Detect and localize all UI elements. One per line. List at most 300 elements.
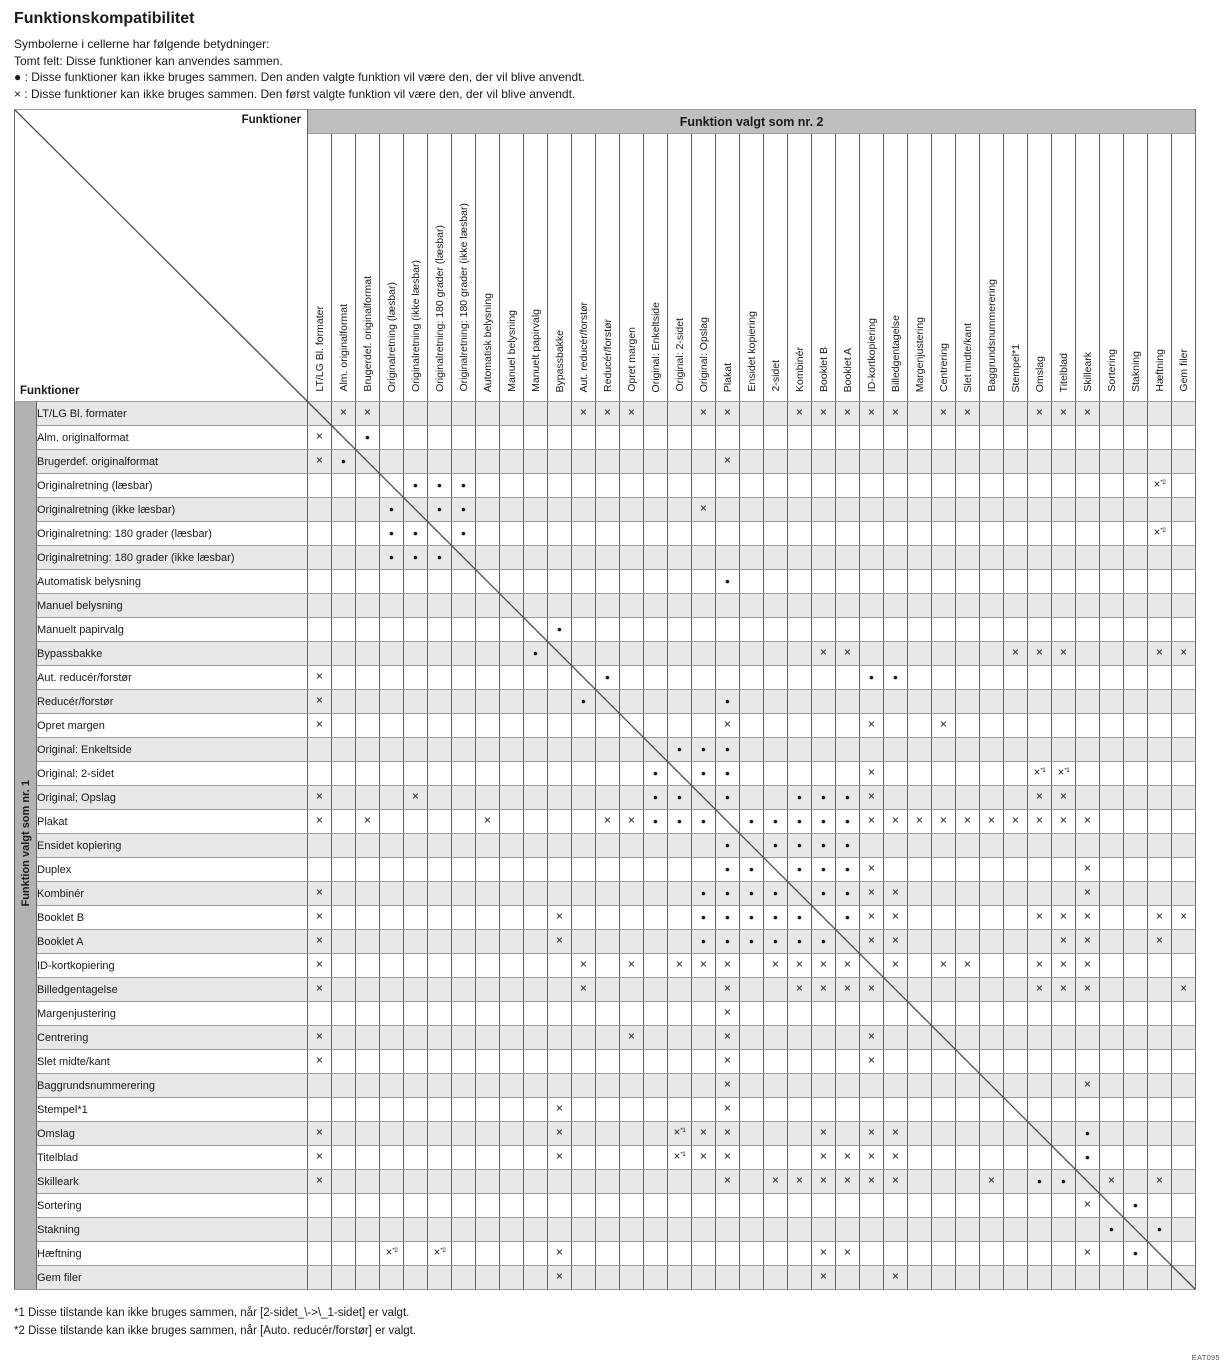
matrix-cell: [452, 1002, 476, 1026]
dot-mark: ●: [724, 936, 731, 946]
matrix-cell: [572, 570, 596, 594]
footnote-ref: *2: [392, 1246, 398, 1254]
matrix-cell: [404, 474, 428, 498]
matrix-cell: [668, 690, 692, 714]
x-mark: ×: [1060, 647, 1067, 659]
matrix-cell: [356, 882, 380, 906]
dot-mark: ●: [844, 840, 851, 850]
matrix-cell: [1172, 1242, 1196, 1266]
matrix-cell: [524, 1242, 548, 1266]
matrix-cell: [620, 426, 644, 450]
matrix-cell: [332, 1050, 356, 1074]
matrix-cell: [1100, 690, 1124, 714]
matrix-cell: [356, 690, 380, 714]
matrix-cell: [476, 762, 500, 786]
matrix-cell: [668, 642, 692, 666]
matrix-cell: [1148, 426, 1172, 450]
matrix-cell: [836, 1050, 860, 1074]
matrix-cell: [308, 666, 332, 690]
matrix-cell: [572, 642, 596, 666]
matrix-cell: [908, 666, 932, 690]
matrix-cell: [1148, 1218, 1172, 1242]
column-header-2: [332, 134, 356, 402]
matrix-cell: [572, 450, 596, 474]
matrix-cell: [620, 1050, 644, 1074]
matrix-cell: [476, 1146, 500, 1170]
matrix-cell: [668, 522, 692, 546]
x-mark-x1: ×$^{*1}$: [673, 1150, 686, 1163]
matrix-cell: [884, 882, 908, 906]
matrix-cell: [764, 1146, 788, 1170]
x-mark: ×: [1084, 863, 1091, 875]
matrix-cell: [332, 882, 356, 906]
matrix-cell: [788, 498, 812, 522]
x-mark-x2: ×$^{*2}$: [1153, 478, 1166, 491]
x-mark: ×: [820, 983, 827, 995]
matrix-cell: [356, 1218, 380, 1242]
matrix-cell: [548, 882, 572, 906]
matrix-cell: [404, 1146, 428, 1170]
matrix-cell: [644, 1194, 668, 1218]
column-header-37: [1172, 134, 1196, 402]
matrix-cell: [836, 474, 860, 498]
matrix-cell: [1172, 762, 1196, 786]
matrix-cell: [836, 1098, 860, 1122]
x-mark-x1: ×$^{*1}$: [1033, 766, 1046, 779]
x-mark: ×: [940, 959, 947, 971]
matrix-cell: [476, 1218, 500, 1242]
matrix-cell: [812, 426, 836, 450]
matrix-cell: [932, 666, 956, 690]
matrix-cell: [1124, 1122, 1148, 1146]
dot-mark: ●: [772, 936, 779, 946]
matrix-cell: [860, 690, 884, 714]
matrix-cell: [404, 834, 428, 858]
matrix-cell: [956, 522, 980, 546]
matrix-cell: [548, 930, 572, 954]
matrix-cell: [1052, 714, 1076, 738]
matrix-cell: [1148, 786, 1172, 810]
matrix-cell: [644, 834, 668, 858]
matrix-cell: [332, 1146, 356, 1170]
matrix-cell: [644, 762, 668, 786]
matrix-cell: [1172, 1098, 1196, 1122]
matrix-cell: [644, 906, 668, 930]
matrix-cell: [740, 858, 764, 882]
x-mark: ×: [940, 719, 947, 731]
matrix-cell: [1172, 906, 1196, 930]
matrix-cell: [548, 762, 572, 786]
matrix-cell: [452, 642, 476, 666]
dot-mark: ●: [772, 840, 779, 850]
matrix-cell: [644, 546, 668, 570]
matrix-cell: [572, 906, 596, 930]
matrix-cell: [884, 1242, 908, 1266]
matrix-cell: [980, 426, 1004, 450]
matrix-cell: [764, 1266, 788, 1290]
matrix-cell: [1004, 570, 1028, 594]
matrix-cell: [500, 570, 524, 594]
matrix-cell: [380, 810, 404, 834]
matrix-cell: [860, 1002, 884, 1026]
matrix-cell: [860, 1074, 884, 1098]
matrix-cell: [692, 882, 716, 906]
x-mark: ×: [316, 815, 323, 827]
matrix-cell: [644, 1050, 668, 1074]
matrix-cell: [692, 690, 716, 714]
matrix-cell: [812, 714, 836, 738]
matrix-cell: [716, 978, 740, 1002]
matrix-cell: [572, 1146, 596, 1170]
matrix-cell: [572, 1170, 596, 1194]
matrix-cell: [1052, 834, 1076, 858]
matrix-cell: [716, 1194, 740, 1218]
matrix-cell: [332, 1170, 356, 1194]
matrix-cell: [548, 1170, 572, 1194]
matrix-cell: [1076, 618, 1100, 642]
x-mark: ×: [892, 959, 899, 971]
matrix-cell: [596, 1266, 620, 1290]
matrix-cell: [404, 810, 428, 834]
matrix-cell: [1052, 930, 1076, 954]
matrix-cell: [932, 762, 956, 786]
matrix-cell: [524, 1002, 548, 1026]
dot-mark: ●: [796, 912, 803, 922]
matrix-cell: [692, 738, 716, 762]
matrix-cell: [1052, 1002, 1076, 1026]
matrix-cell: [788, 666, 812, 690]
matrix-cell: [956, 858, 980, 882]
matrix-cell: [548, 666, 572, 690]
matrix-cell: [308, 450, 332, 474]
matrix-cell: [1124, 690, 1148, 714]
matrix-cell: [860, 1098, 884, 1122]
matrix-cell: [452, 1242, 476, 1266]
matrix-cell: [1124, 1170, 1148, 1194]
table-row: [15, 1194, 1196, 1218]
matrix-cell: [668, 930, 692, 954]
matrix-cell: [620, 786, 644, 810]
matrix-cell: [764, 786, 788, 810]
matrix-cell: [764, 1050, 788, 1074]
matrix-cell: [1076, 978, 1100, 1002]
matrix-cell: [1148, 954, 1172, 978]
matrix-cell: [1004, 474, 1028, 498]
matrix-cell: [836, 1242, 860, 1266]
x-mark: ×: [556, 1247, 563, 1259]
matrix-cell: [644, 666, 668, 690]
matrix-cell: [956, 690, 980, 714]
matrix-cell: [932, 930, 956, 954]
x-mark: ×: [844, 647, 851, 659]
matrix-cell: [788, 858, 812, 882]
matrix-cell: [596, 546, 620, 570]
dot-mark: ●: [412, 528, 419, 538]
matrix-cell: [548, 1194, 572, 1218]
matrix-cell: [644, 1002, 668, 1026]
x-mark: ×: [580, 959, 587, 971]
matrix-cell: [356, 498, 380, 522]
matrix-cell: [932, 426, 956, 450]
matrix-cell: [740, 1098, 764, 1122]
matrix-cell: [1172, 1266, 1196, 1290]
matrix-cell: [1004, 1002, 1028, 1026]
matrix-cell: [1076, 786, 1100, 810]
dot-mark: ●: [748, 936, 755, 946]
table-row: [15, 810, 1196, 834]
matrix-cell: [836, 954, 860, 978]
column-header-33: [1076, 134, 1100, 402]
matrix-cell: [1052, 1122, 1076, 1146]
matrix-cell: [716, 498, 740, 522]
matrix-cell: [740, 1194, 764, 1218]
matrix-cell: [596, 906, 620, 930]
matrix-cell: [428, 666, 452, 690]
column-header-label: ID-kortkopiering: [865, 317, 878, 392]
matrix-cell: [1148, 690, 1172, 714]
matrix-cell: [788, 1098, 812, 1122]
dot-mark: ●: [604, 672, 611, 682]
column-header-25: [884, 134, 908, 402]
column-header-label: Aut. reducér/forstør: [577, 301, 590, 392]
matrix-cell: [452, 906, 476, 930]
x-mark: ×: [724, 1103, 731, 1115]
matrix-cell: [1052, 1266, 1076, 1290]
matrix-cell: [1172, 1026, 1196, 1050]
matrix-cell: [668, 666, 692, 690]
matrix-cell: [668, 498, 692, 522]
matrix-cell: [596, 1242, 620, 1266]
matrix-cell: [1076, 690, 1100, 714]
matrix-cell: [740, 762, 764, 786]
matrix-cell: [356, 594, 380, 618]
matrix-cell: [308, 594, 332, 618]
matrix-cell: [500, 402, 524, 426]
matrix-cell: [908, 1146, 932, 1170]
matrix-cell: [620, 738, 644, 762]
matrix-cell: [1004, 1170, 1028, 1194]
matrix-cell: [1076, 1122, 1100, 1146]
matrix-cell: [836, 858, 860, 882]
matrix-cell: [1172, 1122, 1196, 1146]
matrix-cell: [524, 1170, 548, 1194]
matrix-cell: [452, 1146, 476, 1170]
matrix-cell: [548, 1074, 572, 1098]
matrix-cell: [548, 858, 572, 882]
matrix-cell: [644, 402, 668, 426]
matrix-cell: [1028, 450, 1052, 474]
matrix-cell: [476, 714, 500, 738]
dot-mark: ●: [436, 552, 443, 562]
matrix-cell: [572, 1266, 596, 1290]
matrix-cell: [548, 714, 572, 738]
matrix-cell: [452, 1194, 476, 1218]
column-header-label: Manuel belysning: [505, 310, 518, 392]
column-header-label: Sortering: [1105, 349, 1118, 392]
x-mark: ×: [868, 983, 875, 995]
matrix-cell: [1052, 522, 1076, 546]
matrix-cell: [356, 738, 380, 762]
matrix-cell: [524, 402, 548, 426]
matrix-cell: [1124, 474, 1148, 498]
row-label: Opret margen: [37, 714, 308, 738]
x-mark: ×: [556, 1151, 563, 1163]
matrix-cell: [548, 642, 572, 666]
column-header-label: Originalretning (læsbar): [385, 281, 398, 392]
matrix-cell: [500, 1002, 524, 1026]
matrix-cell: [812, 690, 836, 714]
matrix-cell: [308, 1122, 332, 1146]
matrix-cell: [668, 594, 692, 618]
matrix-cell: [428, 1146, 452, 1170]
dot-mark: ●: [460, 480, 467, 490]
matrix-cell: [884, 546, 908, 570]
matrix-cell: [1052, 1194, 1076, 1218]
matrix-cell: [1148, 978, 1172, 1002]
matrix-cell: [1028, 738, 1052, 762]
matrix-cell: [956, 498, 980, 522]
matrix-cell: [404, 1122, 428, 1146]
matrix-cell: [428, 714, 452, 738]
column-header-35: [1124, 134, 1148, 402]
dot-mark: ●: [364, 432, 371, 442]
x-mark: ×: [820, 1175, 827, 1187]
matrix-cell: [524, 1122, 548, 1146]
matrix-cell: [620, 1122, 644, 1146]
matrix-cell: [332, 690, 356, 714]
matrix-cell: [332, 498, 356, 522]
matrix-cell: [500, 522, 524, 546]
matrix-cell: [356, 1002, 380, 1026]
column-header-label: 2-sidet: [769, 360, 782, 392]
column-header-22: [812, 134, 836, 402]
matrix-cell: [1172, 1002, 1196, 1026]
matrix-cell: [1100, 1026, 1124, 1050]
matrix-cell: [692, 1146, 716, 1170]
matrix-cell: [692, 1002, 716, 1026]
matrix-cell: [1076, 1218, 1100, 1242]
matrix-cell: [476, 570, 500, 594]
matrix-cell: [500, 738, 524, 762]
x-mark: ×: [988, 815, 995, 827]
matrix-cell: [1100, 762, 1124, 786]
matrix-cell: [1076, 546, 1100, 570]
dot-mark: ●: [436, 504, 443, 514]
matrix-cell: [692, 426, 716, 450]
matrix-cell: [980, 1098, 1004, 1122]
matrix-cell: [524, 1194, 548, 1218]
matrix-cell: [956, 1170, 980, 1194]
matrix-cell: [1076, 882, 1100, 906]
matrix-cell: [1172, 690, 1196, 714]
matrix-cell: [1124, 954, 1148, 978]
matrix-cell: [452, 1266, 476, 1290]
matrix-cell: [548, 1026, 572, 1050]
matrix-cell: [1028, 690, 1052, 714]
x-mark: ×: [724, 1031, 731, 1043]
x-mark: ×: [796, 983, 803, 995]
matrix-cell: [932, 882, 956, 906]
matrix-cell: [836, 642, 860, 666]
matrix-cell: [1148, 450, 1172, 474]
dot-mark: ●: [652, 792, 659, 802]
matrix-cell: [740, 1266, 764, 1290]
matrix-cell: [932, 1242, 956, 1266]
x-mark: ×: [796, 959, 803, 971]
matrix-cell: [572, 474, 596, 498]
matrix-cell: [1028, 498, 1052, 522]
matrix-cell: [620, 1242, 644, 1266]
matrix-cell: [860, 906, 884, 930]
matrix-cell: [908, 714, 932, 738]
column-header-label: Skilleark: [1081, 352, 1094, 392]
matrix-cell: [1052, 954, 1076, 978]
matrix-cell: [764, 882, 788, 906]
matrix-cell: [884, 618, 908, 642]
matrix-cell: [1172, 882, 1196, 906]
column-header-label: Titelblad: [1057, 352, 1070, 392]
matrix-cell: [1028, 1266, 1052, 1290]
matrix-cell: [956, 1098, 980, 1122]
matrix-cell: [1076, 714, 1100, 738]
matrix-cell: [548, 546, 572, 570]
matrix-cell: [1100, 1122, 1124, 1146]
matrix-cell: [860, 594, 884, 618]
column-header-16: [668, 134, 692, 402]
matrix-cell: [620, 522, 644, 546]
column-header-label: Original: Enkeltside: [649, 301, 662, 392]
matrix-cell: [668, 906, 692, 930]
matrix-cell: [692, 1098, 716, 1122]
matrix-cell: [428, 570, 452, 594]
matrix-cell: [644, 690, 668, 714]
matrix-cell: [956, 618, 980, 642]
matrix-cell: [764, 1122, 788, 1146]
matrix-cell: [716, 906, 740, 930]
matrix-cell: [1052, 570, 1076, 594]
matrix-cell: [428, 498, 452, 522]
corner-label-bottom: Funktioner: [20, 385, 80, 397]
matrix-cell: [668, 570, 692, 594]
x-mark: ×: [724, 1007, 731, 1019]
dot-mark: ●: [676, 744, 683, 754]
matrix-cell: [476, 1170, 500, 1194]
matrix-cell: [596, 1074, 620, 1098]
x-mark: ×: [556, 911, 563, 923]
matrix-cell: [596, 1002, 620, 1026]
matrix-cell: [884, 594, 908, 618]
matrix-cell: [572, 882, 596, 906]
matrix-cell: [332, 930, 356, 954]
matrix-cell: [452, 1122, 476, 1146]
matrix-cell: [764, 522, 788, 546]
matrix-cell: [644, 1074, 668, 1098]
matrix-cell: [908, 786, 932, 810]
matrix-cell: [644, 426, 668, 450]
matrix-cell: [716, 1266, 740, 1290]
matrix-cell: [884, 1098, 908, 1122]
matrix-cell: [860, 714, 884, 738]
matrix-cell: [836, 1074, 860, 1098]
column-header-label: Originalretning (ikke læsbar): [409, 260, 422, 392]
matrix-cell: [548, 522, 572, 546]
matrix-cell: [572, 1218, 596, 1242]
matrix-cell: [1148, 810, 1172, 834]
matrix-cell: [1100, 522, 1124, 546]
x-mark: ×: [868, 791, 875, 803]
matrix-cell: [812, 978, 836, 1002]
matrix-cell: [884, 450, 908, 474]
